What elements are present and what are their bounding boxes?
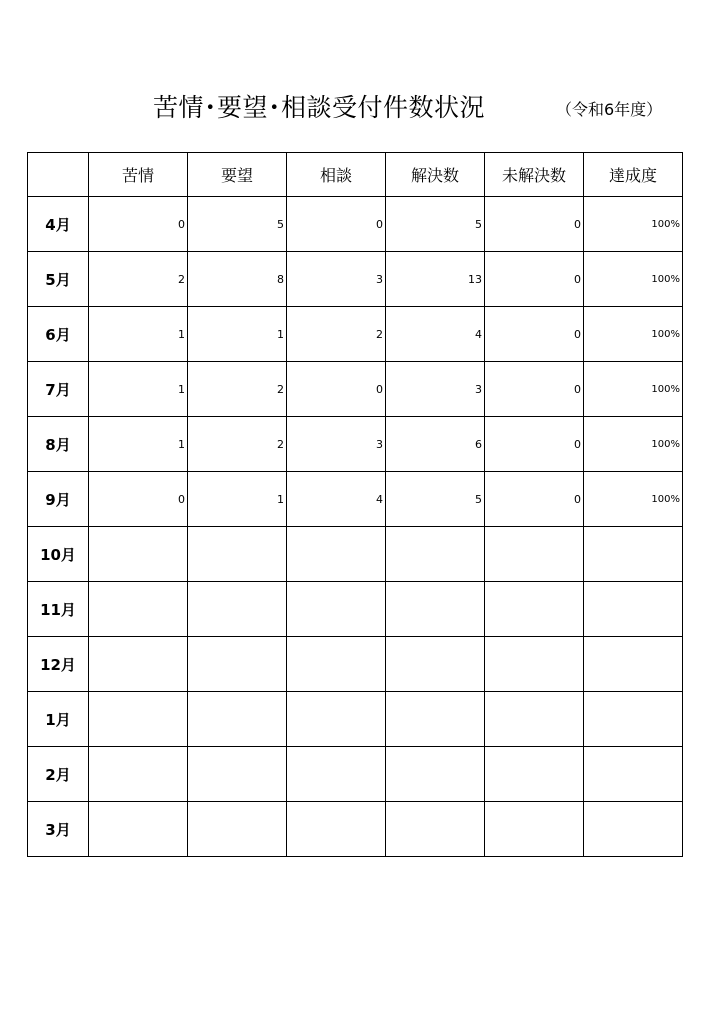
table-row: [28, 527, 683, 582]
achievement-rate: 100%: [584, 252, 683, 307]
table-row: [28, 417, 683, 472]
column-header-requests: 要望: [188, 153, 287, 197]
unresolved-count: 0: [485, 197, 584, 252]
complaints-count: 1: [89, 417, 188, 472]
resolved-count: [386, 527, 485, 582]
complaints-count: 1: [89, 362, 188, 417]
requests-count: [188, 692, 287, 747]
complaints-count: [89, 582, 188, 637]
column-header-unresolved: 未解決数: [485, 153, 584, 197]
month-label: 3月: [28, 802, 89, 857]
unresolved-count: 0: [485, 362, 584, 417]
resolved-count: 4: [386, 307, 485, 362]
month-label: 11月: [28, 582, 89, 637]
consultations-count: 3: [287, 252, 386, 307]
month-label: 7月: [28, 362, 89, 417]
month-label: 10月: [28, 527, 89, 582]
resolved-count: [386, 692, 485, 747]
table-row: [28, 747, 683, 802]
table-row: [28, 362, 683, 417]
consultations-count: [287, 747, 386, 802]
complaints-count: 2: [89, 252, 188, 307]
unresolved-count: [485, 802, 584, 857]
month-label: 5月: [28, 252, 89, 307]
unresolved-count: [485, 637, 584, 692]
consultations-count: [287, 582, 386, 637]
achievement-rate: [584, 692, 683, 747]
complaints-count: 0: [89, 197, 188, 252]
column-header-complaints: 苦情: [89, 153, 188, 197]
table-row: [28, 252, 683, 307]
resolved-count: [386, 637, 485, 692]
consultations-count: 0: [287, 362, 386, 417]
complaints-count: [89, 747, 188, 802]
unresolved-count: 0: [485, 307, 584, 362]
consultations-count: [287, 802, 386, 857]
fiscal-year-label: （令和6年度）: [556, 100, 663, 119]
table-row: [28, 472, 683, 527]
table-row: [28, 582, 683, 637]
requests-count: 8: [188, 252, 287, 307]
achievement-rate: [584, 527, 683, 582]
achievement-rate: [584, 582, 683, 637]
complaints-count: [89, 802, 188, 857]
achievement-rate: 100%: [584, 472, 683, 527]
complaint-status-table: [27, 152, 683, 857]
consultations-count: [287, 527, 386, 582]
unresolved-count: [485, 527, 584, 582]
month-label: 2月: [28, 747, 89, 802]
consultations-count: [287, 637, 386, 692]
unresolved-count: 0: [485, 472, 584, 527]
consultations-count: 3: [287, 417, 386, 472]
requests-count: 2: [188, 417, 287, 472]
header-blank-cell: [28, 153, 89, 197]
complaints-count: [89, 692, 188, 747]
complaints-count: 1: [89, 307, 188, 362]
column-header-resolved: 解決数: [386, 153, 485, 197]
requests-count: [188, 582, 287, 637]
month-label: 9月: [28, 472, 89, 527]
month-label: 6月: [28, 307, 89, 362]
table-row: [28, 637, 683, 692]
achievement-rate: [584, 637, 683, 692]
unresolved-count: [485, 582, 584, 637]
table-row: [28, 802, 683, 857]
month-label: 1月: [28, 692, 89, 747]
requests-count: 1: [188, 307, 287, 362]
achievement-rate: 100%: [584, 197, 683, 252]
achievement-rate: 100%: [584, 417, 683, 472]
achievement-rate: 100%: [584, 362, 683, 417]
resolved-count: 13: [386, 252, 485, 307]
requests-count: [188, 637, 287, 692]
table-row: [28, 692, 683, 747]
page-title: 苦情･要望･相談受付件数状況: [153, 93, 486, 122]
resolved-count: [386, 582, 485, 637]
month-label: 4月: [28, 197, 89, 252]
complaints-count: 0: [89, 472, 188, 527]
resolved-count: 5: [386, 472, 485, 527]
resolved-count: [386, 802, 485, 857]
column-header-achievement-rate: 達成度: [584, 153, 683, 197]
consultations-count: 4: [287, 472, 386, 527]
table-row: [28, 307, 683, 362]
unresolved-count: 0: [485, 252, 584, 307]
complaints-count: [89, 527, 188, 582]
table-row: [28, 197, 683, 252]
consultations-count: 2: [287, 307, 386, 362]
resolved-count: 6: [386, 417, 485, 472]
achievement-rate: 100%: [584, 307, 683, 362]
requests-count: [188, 747, 287, 802]
resolved-count: 3: [386, 362, 485, 417]
month-label: 12月: [28, 637, 89, 692]
resolved-count: [386, 747, 485, 802]
requests-count: [188, 802, 287, 857]
unresolved-count: 0: [485, 417, 584, 472]
requests-count: 1: [188, 472, 287, 527]
achievement-rate: [584, 747, 683, 802]
complaints-count: [89, 637, 188, 692]
requests-count: 2: [188, 362, 287, 417]
consultations-count: [287, 692, 386, 747]
requests-count: 5: [188, 197, 287, 252]
table-header-row: [28, 153, 683, 197]
month-label: 8月: [28, 417, 89, 472]
consultations-count: 0: [287, 197, 386, 252]
requests-count: [188, 527, 287, 582]
resolved-count: 5: [386, 197, 485, 252]
unresolved-count: [485, 692, 584, 747]
unresolved-count: [485, 747, 584, 802]
column-header-consultations: 相談: [287, 153, 386, 197]
achievement-rate: [584, 802, 683, 857]
